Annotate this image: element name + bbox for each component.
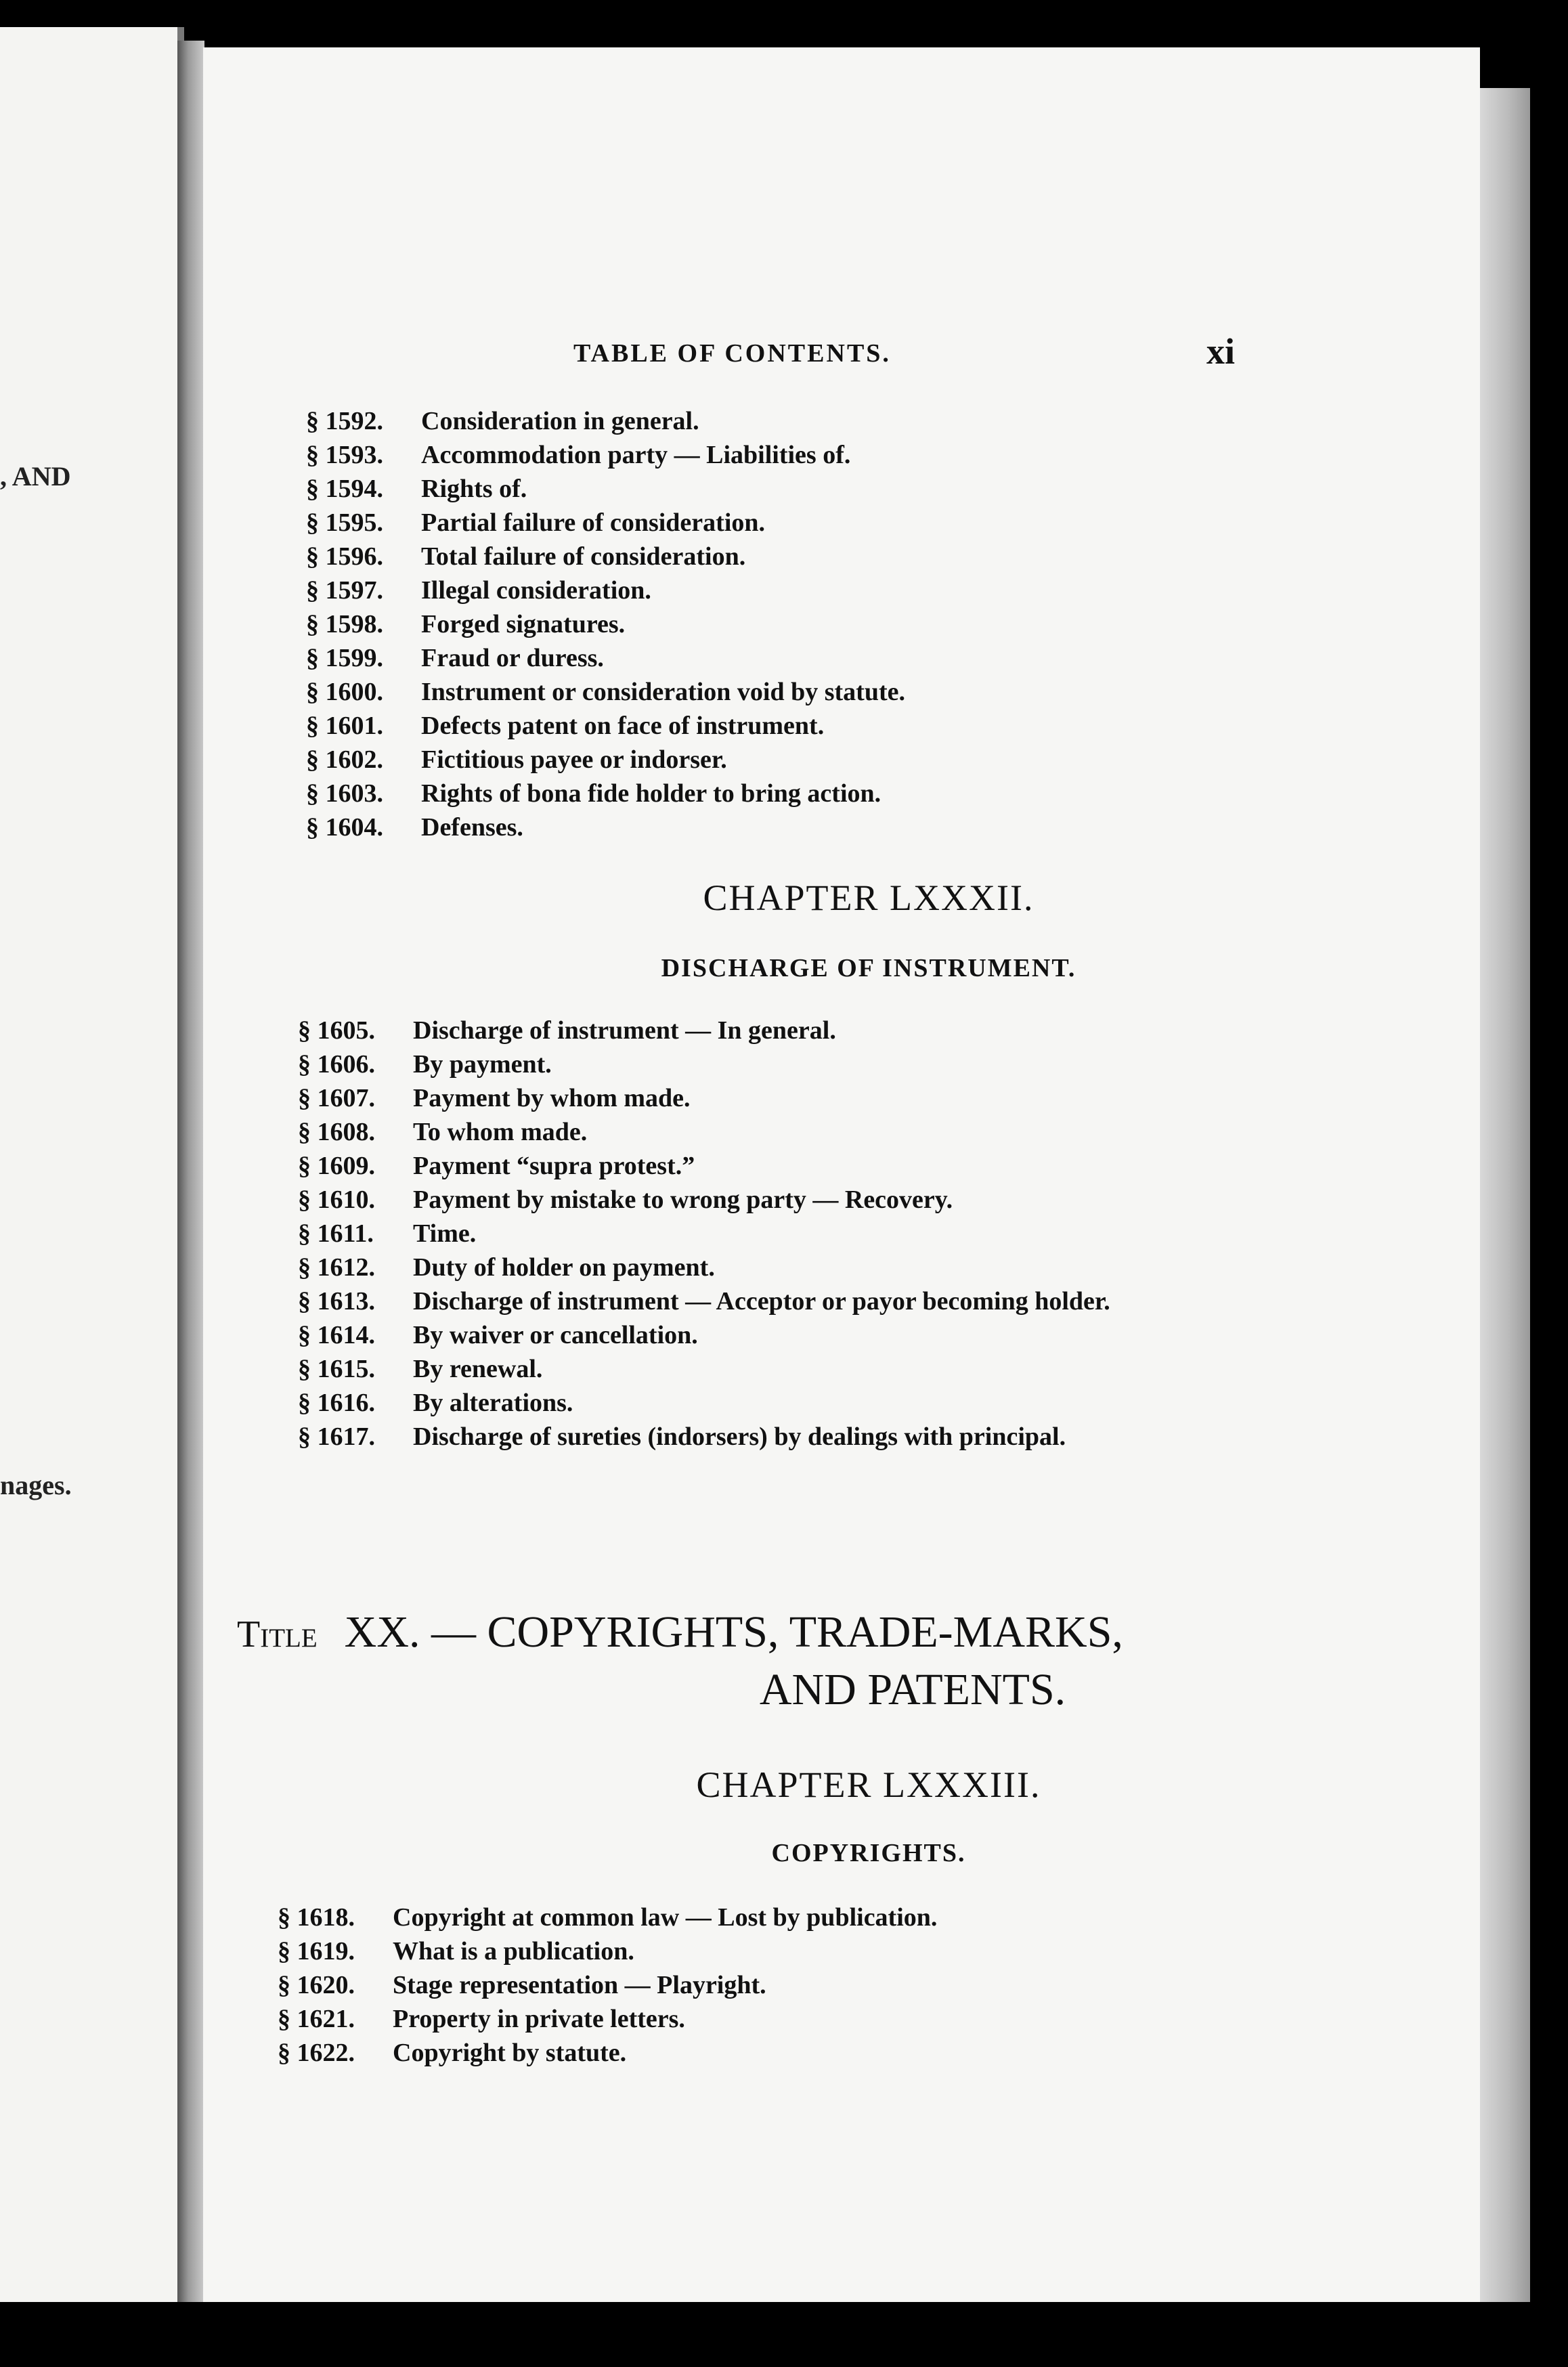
chapter-subject: COPYRIGHTS.	[771, 1839, 966, 1867]
facing-page-fragment: , AND	[0, 461, 71, 492]
page-edge	[1476, 88, 1530, 2302]
title-label: Title	[237, 1613, 318, 1655]
chapter-heading: CHAPTER LXXXIII.	[696, 1764, 1041, 1805]
chapter-heading: CHAPTER LXXXII.	[703, 877, 1035, 918]
title-heading	[203, 1605, 1480, 1718]
facing-page-fragment: nages.	[0, 1470, 72, 1500]
facing-page	[0, 27, 184, 2302]
page-number: xi	[1206, 331, 1236, 372]
title-line-2: AND PATENTS.	[759, 1665, 1066, 1714]
book-gutter	[177, 41, 204, 2302]
title-line-1: XX. — COPYRIGHTS, TRADE-MARKS,	[344, 1607, 1123, 1657]
running-title: TABLE OF CONTENTS.	[573, 339, 891, 368]
book-page: TABLE OF CONTENTS. xi § 1592. Consideration in general. § 1593. Accommodation party — Liabilities of. § 1594. Rights of. § 1595. Partial failure of consideration. § 1596. Total failure of consideration. § 1597. Illegal consideration. § 1598. Forged signatures. § 1599. Fraud or duress. § 1600. Instrument or consideration void by statute. § 1601. Defects patent on face of instrument. § 1602. Fictitious payee or indorser. § 1603. Rights of bona fide holder to bring action. § 1604. Defenses. CHAPTER LXXXII. DISCHARGE OF INSTRUMENT. § 1605. Discharge of instrument — In general. § 1606. By payment. § 1607. Payment by whom made. § 1608. To whom made. § 1609. Payment “supra protest.” § 1610. Payment by mistake to wrong party — Recovery. § 1611. Time. § 1612. Duty of holder on payment. § 1613. Discharge of instrument — Acceptor or payor becoming holder. § 1614. By waiver or cancellation. § 1615. By renewal. § 1616. By alterations. § 1617. Discharge of sureties (indorsers) by dealings with principal. Title XX. — COPYRIGHTS, TRADE-MARKS, AND PATENTS. CHAPTER LXXXIII. COPYRIGHTS. § 1618. Copyright at common law — Lost by publication. § 1619. What is a publication. § 1620. Stage representation — Playright. § 1621. Property in private letters. § 1622. Copyright by statute.	[203, 47, 1480, 2302]
chapter-subject: DISCHARGE OF INSTRUMENT.	[661, 954, 1076, 982]
